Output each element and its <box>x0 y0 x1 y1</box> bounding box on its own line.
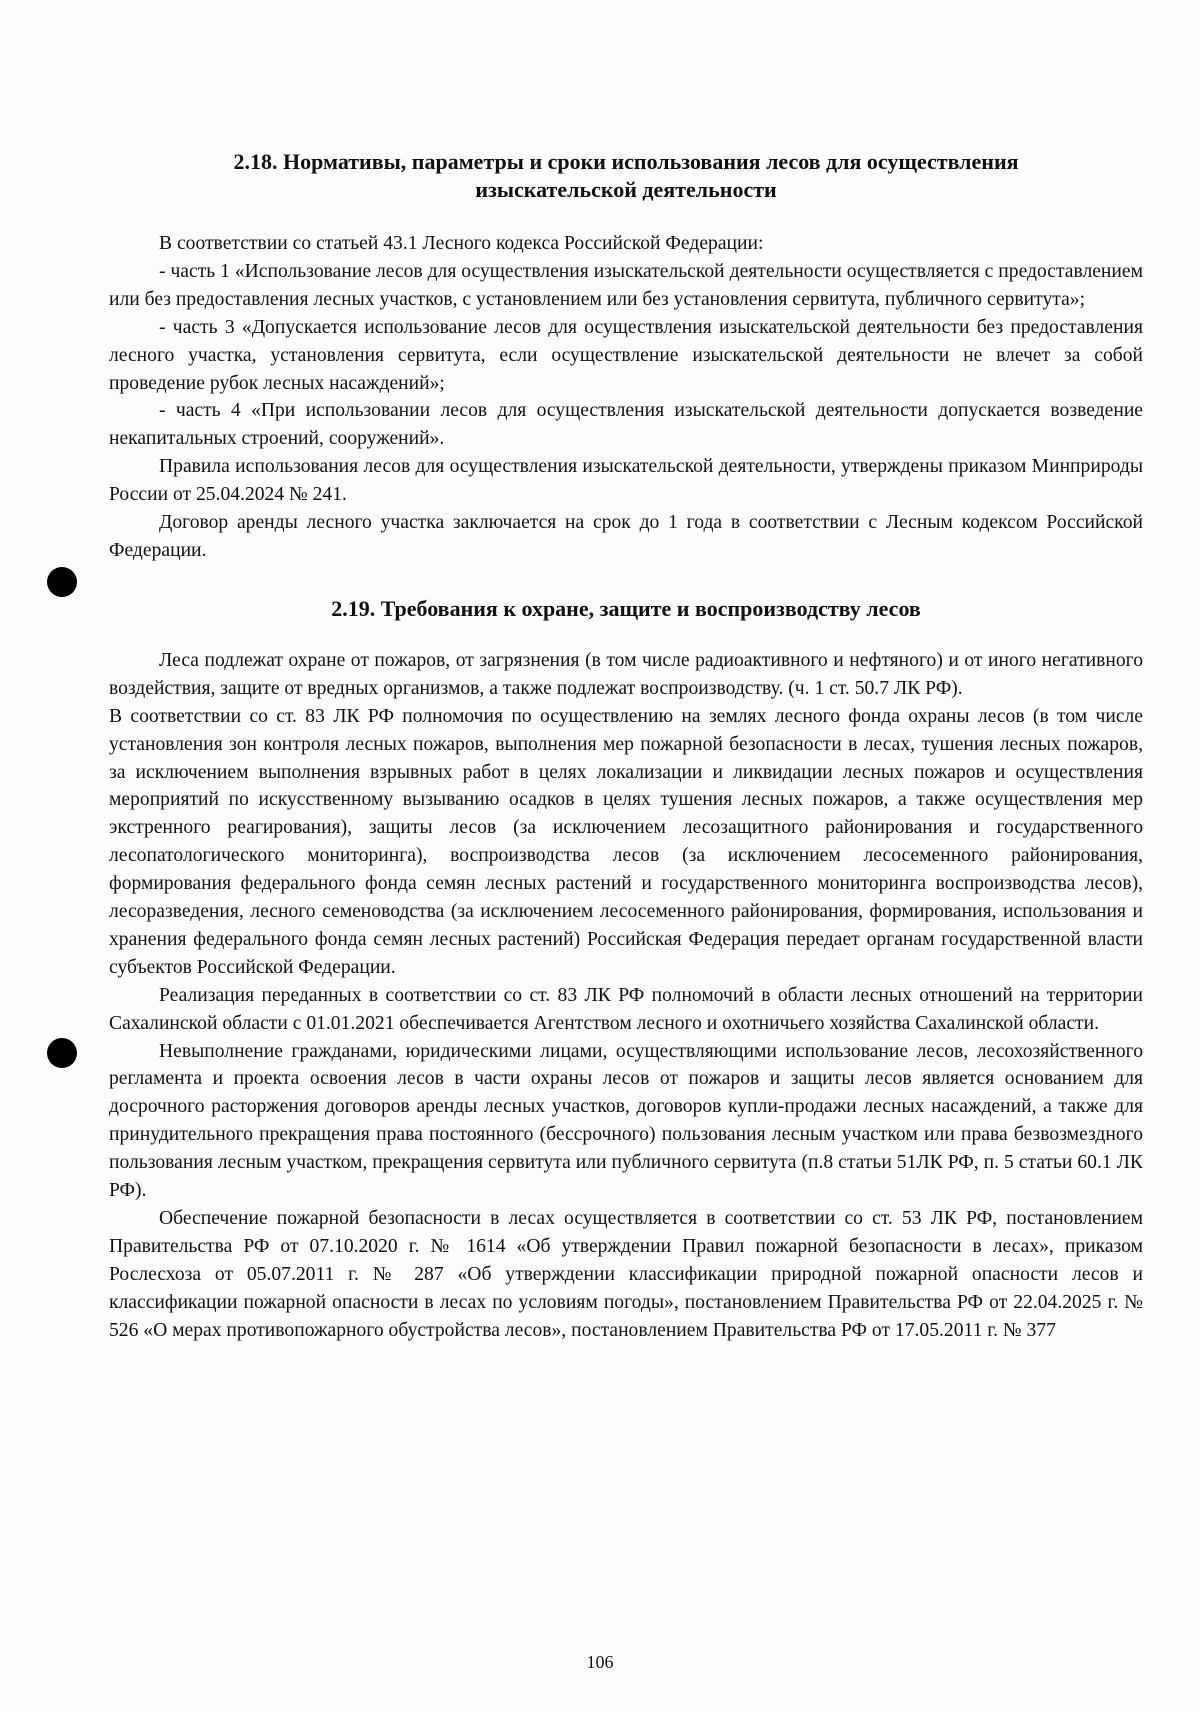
paragraph: - часть 1 «Использование лесов для осуществления изыскательской деятельности осуществляется с предоставлением или без предоставления лесных участков, с установлением или без установления сервитута, публичного сервитута»; <box>109 260 1143 310</box>
paragraph: В соответствии со статьей 43.1 Лесного кодекса Российской Федерации: <box>159 233 764 254</box>
hole-punch-mark <box>47 567 77 597</box>
paragraph: - часть 4 «При использовании лесов для осуществления изыскательской деятельности допускается возведение некапитальных строений, сооружений». <box>109 400 1143 450</box>
paragraph: Реализация переданных в соответствии со ст. 83 ЛК РФ полномочий в области лесных отношений на территории Сахалинской области с 01.01.2021 обеспечивается Агентством лесного и охотничьего хозяйства Сахалинской области. <box>109 984 1143 1034</box>
paragraph: Леса подлежат охране от пожаров, от загрязнения (в том числе радиоактивного и нефтяного) и от иного негативного воздействия, защите от вредных организмов, а также подлежат воспроизводству. (ч. 1 ст. 50.7 ЛК РФ). <box>109 649 1143 699</box>
paragraph: Невыполнение гражданами, юридическими лицами, осуществляющими использование лесов, лесохозяйственного регламента и проекта освоения лесов в части охраны лесов от пожаров и защиты лесов является основанием для досрочного расторжения договоров аренды лесных участков, договоров купли-продажи лесных насаждений, а также для принудительного прекращения права постоянного (бессрочного) пользования лесным участком или права безвозмездного пользования лесным участком, прекращения сервитута или публичного сервитута (п.8 статьи 51ЛК РФ, п. 5 статьи 60.1 ЛК РФ). <box>109 1040 1143 1202</box>
page-number: 106 <box>586 1652 614 1672</box>
section-2-18-title-line1: 2.18. Нормативы, параметры и сроки использования лесов для осуществления <box>233 149 1019 174</box>
paragraph: В соответствии со ст. 83 ЛК РФ полномочия по осуществлению на землях лесного фонда охраны лесов (в том числе установления зон контроля лесных пожаров, выполнения мер пожарной безопасности в лесах, тушения лесных пожаров, за исключением выполнения взрывных работ в целях локализации и ликвидации лесных пожаров и осуществления мероприятий по искусственному вызыванию осадков в целях тушения лесных пожаров, а также осуществления мер экстренного реагирования), защиты лесов (за исключением лесозащитного районирования и государственного лесопатологического мониторинга), воспроизводства лесов (за исключением лесосеменного районирования, формирования федерального фонда семян лесных растений и государственного мониторинга воспроизводства лесов), лесоразведения, лесного семеноводства (за исключением лесосеменного районирования, формирования, использования и хранения федерального фонда семян лесных растений) Российская Федерация передает органам государственной власти субъектов Российской Федерации. <box>109 705 1143 978</box>
paragraph: Правила использования лесов для осуществления изыскательской деятельности, утверждены приказом Минприроды России от 25.04.2024 № 241. <box>109 456 1143 506</box>
section-2-18-title <box>109 148 1143 204</box>
paragraph: - часть 3 «Допускается использование лесов для осуществления изыскательской деятельности без предоставления лесного участка, установления сервитута, если осуществление изыскательской деятельности не влечет за собой проведение рубок лесных насаждений»; <box>109 316 1143 394</box>
section-2-19-title: 2.19. Требования к охране, защите и воспроизводству лесов <box>331 595 921 621</box>
paragraph: Обеспечение пожарной безопасности в лесах осуществляется в соответствии со ст. 53 ЛК РФ, постановлением Правительства РФ от 07.10.2020 г. № 1614 «Об утверждении Правил пожарной безопасности в лесах», приказом Рослесхоза от 05.07.2011 г. № 287 «Об утверждении классификации природной пожарной опасности лесов и классификации пожарной опасности в лесах по условиям погоды», постановлением Правительства РФ от 22.04.2025 г. № 526 «О мерах противопожарного обустройства лесов», постановлением Правительства РФ от 17.05.2011 г. № 377 <box>109 1208 1143 1341</box>
hole-punch-mark <box>47 1038 77 1068</box>
paragraph: Договор аренды лесного участка заключается на срок до 1 года в соответствии с Лесным кодексом Российской Федерации. <box>109 512 1143 561</box>
section-2-18-title-line2: изыскательской деятельности <box>475 177 777 202</box>
page-content <box>109 148 1143 1345</box>
